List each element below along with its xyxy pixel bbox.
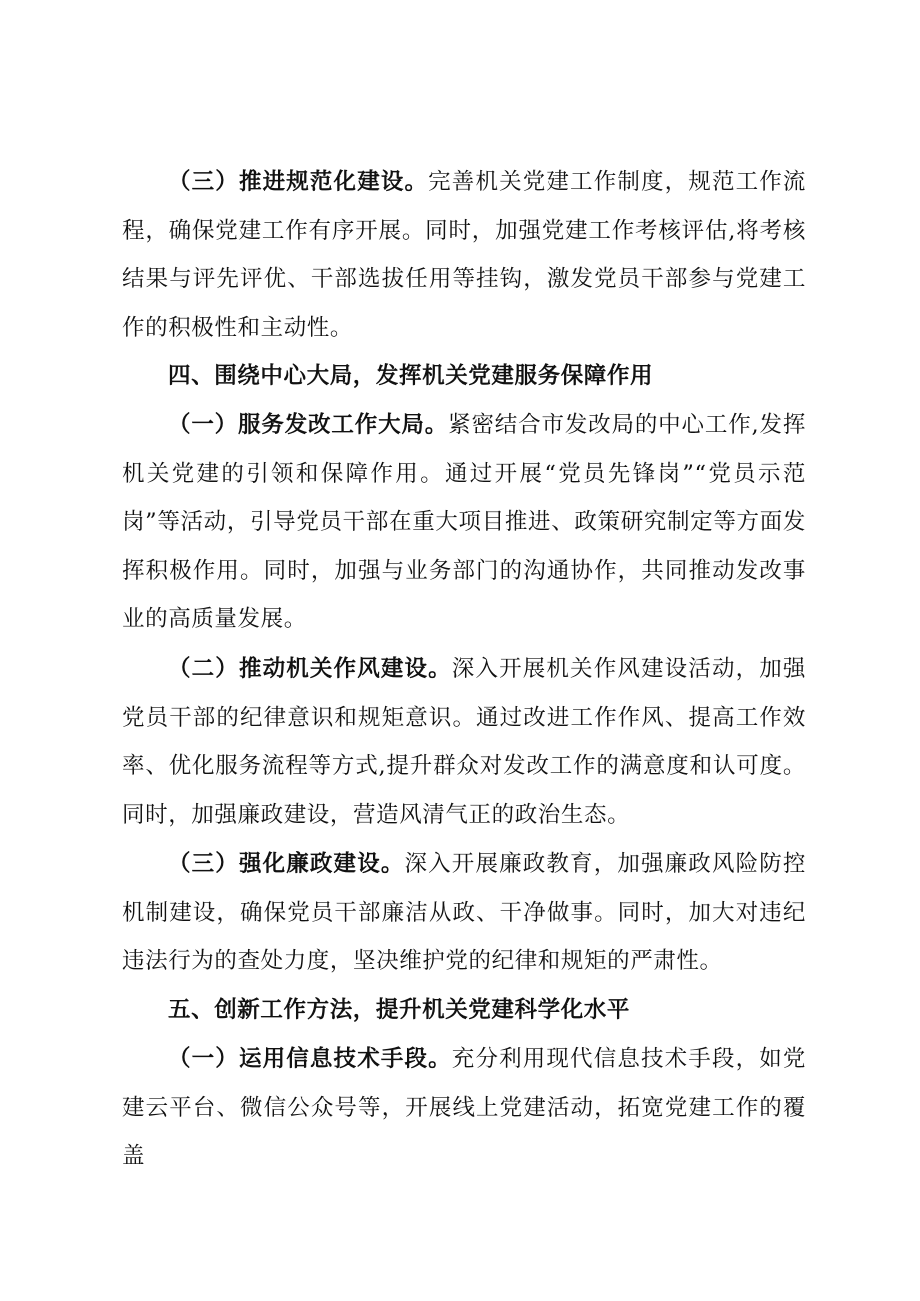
paragraph-information-technology <box>122 1035 806 1181</box>
paragraph-serve-overall-situation <box>122 401 806 644</box>
paragraph-body: 深入开展廉政教育，加强廉政风险防控机制建设，确保党员干部廉洁从政、干净做事。同时，加大对违纪违法行为的查处力度，坚决维护党的纪律和规矩的严肃性。 <box>122 851 806 974</box>
paragraph-lead: （三）强化廉政建设。 <box>168 851 405 877</box>
paragraph-integrity-building <box>122 840 806 986</box>
section-heading-four: 四、围绕中心大局，发挥机关党建服务保障作用 <box>168 363 654 389</box>
paragraph-body: 完善机关党建工作制度，规范工作流程，确保党建工作有序开展。同时，加强党建工作考核评估,将考核结果与评先评优、干部选拔任用等挂钩，激发党员干部参与党建工作的积极性和主动性。 <box>122 169 806 341</box>
paragraph-promote-standardization <box>122 158 806 352</box>
paragraph-lead: （一）运用信息技术手段。 <box>168 1046 452 1072</box>
paragraph-body: 紧密结合市发改局的中心工作,发挥机关党建的引领和保障作用。通过开展“党员先锋岗”“党员示范岗”等活动，引导党员干部在重大项目推进、政策研究制定等方面发挥积极作用。同时，加强与业务部门的沟通协作，共同推动发改事业的高质量发展。 <box>122 412 806 632</box>
paragraph-lead: （三）推进规范化建设。 <box>168 169 429 195</box>
paragraph-work-style-building <box>122 645 806 839</box>
paragraph-lead: （二）推动机关作风建设。 <box>168 656 452 682</box>
paragraph-lead: （一）服务发改工作大局。 <box>168 412 449 438</box>
section-heading-five: 五、创新工作方法，提升机关党建科学化水平 <box>168 997 631 1023</box>
paragraph-body: 深入开展机关作风建设活动，加强党员干部的纪律意识和规矩意识。通过改进工作作风、提高工作效率、优化服务流程等方式,提升群众对发改工作的满意度和认可度。同时，加强廉政建设，营造风清气正的政治生态。 <box>122 656 806 828</box>
paragraph-body: 充分利用现代信息技术手段，如党建云平台、微信公众号等，开展线上党建活动，拓宽党建工作的覆盖 <box>122 1046 806 1169</box>
